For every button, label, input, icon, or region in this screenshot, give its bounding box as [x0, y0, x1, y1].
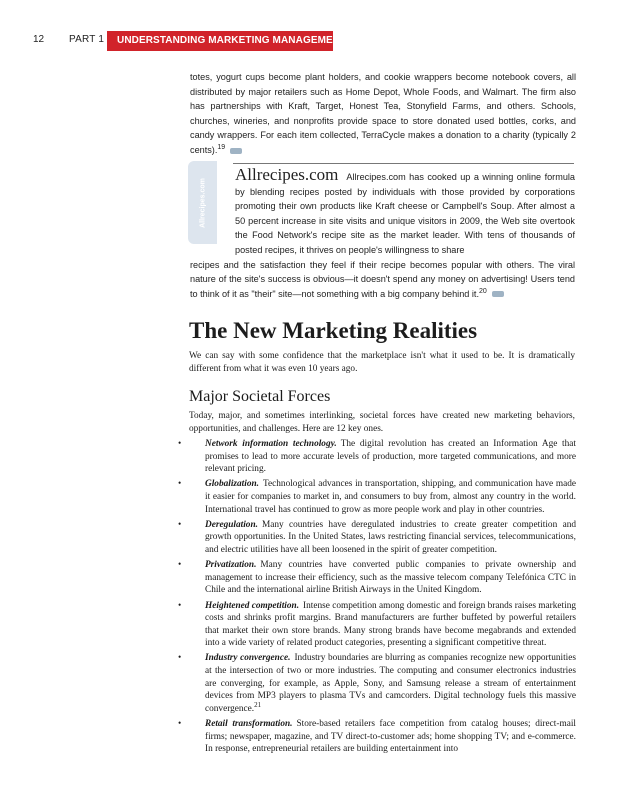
page-header	[0, 31, 623, 51]
list-item	[176, 519, 576, 557]
force-text: Industry boundaries are blurring as companies recognize new opportunities at the intersection of two or more industries. The computing and consumer electronics industries are converging, for example, as Apple, Sony, and Samsung release a stream of entertainment devices from MP3 players to plasma TVs and camcorders. Digital technology fuels this massive convergence.	[205, 653, 577, 714]
force-term: Deregulation.	[205, 519, 258, 530]
list-item	[176, 652, 576, 715]
footnote-ref: 20	[479, 287, 487, 295]
bullet: •	[178, 653, 182, 664]
intro-paragraph	[190, 70, 576, 158]
sidebar-rule	[233, 163, 574, 164]
force-term: Heightened competition.	[205, 600, 300, 611]
list-item	[176, 718, 576, 756]
force-text: Many countries have deregulated industries to create greater competition and growth opportunities. In the United States, laws restricting financial services, telecommunications, and electric utilities have all been loosened in the spirit of greater competition.	[205, 519, 576, 555]
footnote-ref: 21	[254, 700, 262, 709]
force-term: Industry convergence.	[205, 653, 291, 664]
sidebar-title: Allrecipes.com	[235, 165, 339, 184]
force-term: Network information technology.	[205, 439, 337, 449]
page-number: 12	[33, 34, 45, 45]
force-term: Globalization.	[205, 479, 259, 490]
forces-list	[176, 438, 576, 758]
force-text: Intense competition among domestic and foreign brands raises marketing costs and shrinks profit margins. Brand manufacturers are further buffeted by powerful retailers that market their own store brands. Many strong brands have become megabrands and extended into a wide variety of related product categories, presenting a significant competitive threat.	[205, 600, 576, 649]
bullet: •	[178, 479, 182, 490]
sidebar-text-part1: Allrecipes.com has cooked up a winning online formula by blending recipes posted by individuals with those provided by corporations promoting their own products like Kraft cheese or Campbell's Soup. After almost a 50 percent increase in site visits and unique visitors in 2009, the Web site overtook the Food Network's recipe site as the market leader. With tens of thousands of posted recipes, it thrives on people's willingness to share	[235, 172, 575, 255]
section-intro: We can say with some confidence that the marketplace isn't what it used to be. It is dramatically different from what it was even 10 years ago.	[189, 351, 575, 374]
list-item	[176, 600, 576, 650]
force-text: Technological advances in transportation, shipping, and communication have made it easier for companies to market in, and consumers to buy from, almost any country in the world. International travel has continued to grow as more people work and play in other countries.	[205, 479, 576, 515]
sidebar-box	[190, 165, 575, 301]
force-text: Many countries have converted public companies to private ownership and management to increase their efficiency, such as the massive telecom company Telefónica CTC in Chile and the international airline British Airways in the United Kingdom.	[205, 560, 576, 596]
part-label: PART 1	[69, 34, 105, 45]
force-text: The digital revolution has created an Information Age that promises to lead to more accurate levels of production, more targeted communications, and more relevant pricing.	[205, 439, 576, 475]
web-note-icon	[492, 291, 504, 297]
force-text: Store-based retailers face competition from catalog houses; direct-mail firms; newspaper, magazine, and TV direct-to-customer ads; home shopping TV; and e-commerce. In response, entrepreneurial retailers are building entertainment into	[205, 719, 576, 755]
sidebar-text-part2: recipes and the satisfaction they feel if their recipe becomes popular with others. The viral nature of the site's success is obvious—it doesn't spend any money on advertising! Users tend to think of it as "their" site—not something with a big company behind it.	[190, 259, 575, 299]
force-term: Retail transformation.	[205, 719, 293, 730]
bullet: •	[178, 719, 182, 730]
list-item	[176, 478, 576, 516]
part-title-band	[107, 31, 347, 51]
list-item	[176, 559, 576, 597]
list-item	[176, 438, 576, 476]
part-title: UNDERSTANDING MARKETING MANAGEMENT	[117, 35, 347, 46]
sidebar-tab-label: Allrecipes.com	[199, 177, 206, 228]
bullet: •	[178, 519, 182, 530]
intro-text: totes, yogurt cups become plant holders, and cookie wrappers become notebook covers, all distributed by major retailers such as Home Depot, Whole Foods, and Walmart. The firm also has partnerships with Kraft, Target, Honest Tea, Stonyfield Farms, and others. Schools, churches, wineries, and nonprofits provide space to store donated used bottles, corks, and candy wrappers. For each item collected, TerraCycle makes a donation to a charity (typically 2 cents).	[190, 72, 576, 155]
bullet: •	[178, 560, 182, 571]
bullet: •	[178, 439, 182, 449]
subsection-heading: Major Societal Forces	[189, 388, 331, 405]
sidebar-full-text	[190, 258, 575, 302]
section-heading: The New Marketing Realities	[189, 318, 478, 343]
bullet: •	[178, 600, 182, 611]
subsection-intro: Today, major, and sometimes interlinking, societal forces have created new marketing behaviors, opportunities, and challenges. Here are 12 key ones.	[189, 411, 575, 434]
web-note-icon	[230, 148, 242, 154]
sidebar-indented-text	[190, 165, 575, 258]
force-term: Privatization.	[205, 560, 257, 571]
footnote-ref: 19	[217, 143, 226, 151]
